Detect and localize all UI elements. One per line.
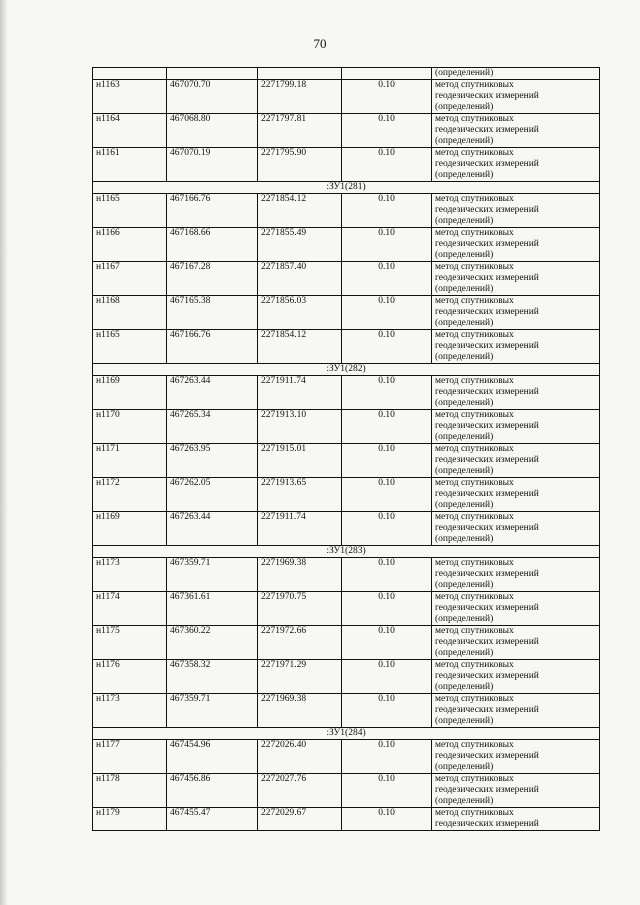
method-line: геодезических измерений [435, 307, 539, 317]
method-line: (определений) [435, 318, 494, 328]
method-cell [432, 626, 600, 660]
x-coordinate-cell: 467360.22 [167, 626, 258, 660]
section-title: :ЗУ1(283) [93, 546, 600, 558]
method-line: метод спутниковых [435, 148, 514, 158]
method-line: геодезических измерений [435, 273, 539, 283]
method-line: метод спутниковых [435, 694, 514, 704]
point-name-cell: н1168 [93, 296, 167, 330]
method-line: метод спутниковых [435, 592, 514, 602]
method-line: (определений) [435, 762, 494, 772]
table-row [93, 444, 600, 478]
table-row [93, 660, 600, 694]
x-coordinate-cell: 467167.28 [167, 262, 258, 296]
point-name-cell: н1176 [93, 660, 167, 694]
y-coordinate-cell: 2271799.18 [258, 80, 342, 114]
method-line: геодезических измерений [435, 603, 539, 613]
y-coordinate-cell: 2271970.75 [258, 592, 342, 626]
x-coordinate-cell: 467265.34 [167, 410, 258, 444]
y-coordinate-cell: 2271855.49 [258, 228, 342, 262]
y-coordinate-cell: 2271915.01 [258, 444, 342, 478]
method-cell [432, 228, 600, 262]
method-cell [432, 478, 600, 512]
section-title: :ЗУ1(284) [93, 728, 600, 740]
y-coordinate-cell: 2271972.66 [258, 626, 342, 660]
y-coordinate-cell: 2271969.38 [258, 558, 342, 592]
y-coordinate-cell: 2271854.12 [258, 330, 342, 364]
table-row [93, 114, 600, 148]
method-line: (определений) [435, 136, 494, 146]
method-line: (определений) [435, 432, 494, 442]
point-name-cell: н1165 [93, 330, 167, 364]
method-line: метод спутниковых [435, 808, 514, 818]
point-name-cell: н1166 [93, 228, 167, 262]
method-line: (определений) [435, 284, 494, 294]
accuracy-cell: 0.10 [342, 558, 432, 592]
point-name-cell: н1164 [93, 114, 167, 148]
table-row [93, 808, 600, 831]
method-line: метод спутниковых [435, 194, 514, 204]
method-cell: (определений) [432, 68, 600, 80]
method-line: геодезических измерений [435, 159, 539, 169]
table-row [93, 228, 600, 262]
accuracy-cell: 0.10 [342, 694, 432, 728]
method-line: метод спутниковых [435, 376, 514, 386]
point-name-cell: н1167 [93, 262, 167, 296]
accuracy-cell: 0.10 [342, 740, 432, 774]
accuracy-cell: 0.10 [342, 114, 432, 148]
table-row [93, 478, 600, 512]
y-coordinate-cell: 2271854.12 [258, 194, 342, 228]
point-name-cell: н1163 [93, 80, 167, 114]
x-coordinate-cell: 467070.70 [167, 80, 258, 114]
y-coordinate-cell: 2271857.40 [258, 262, 342, 296]
scan-edge-shadow [0, 0, 8, 905]
x-coordinate-cell: 467168.66 [167, 228, 258, 262]
table-row [93, 194, 600, 228]
point-name-cell: н1175 [93, 626, 167, 660]
x-coordinate-cell: 467454.96 [167, 740, 258, 774]
method-line: геодезических измерений [435, 421, 539, 431]
section-title: :ЗУ1(282) [93, 364, 600, 376]
x-coordinate-cell: 467359.71 [167, 558, 258, 592]
point-name-cell: н1172 [93, 478, 167, 512]
y-coordinate-cell: 2271795.90 [258, 148, 342, 182]
page-number: 70 [313, 36, 327, 51]
y-coordinate-cell: 2271797.81 [258, 114, 342, 148]
section-header-row [93, 728, 600, 740]
accuracy-cell: 0.10 [342, 262, 432, 296]
method-line: геодезических измерений [435, 387, 539, 397]
method-line: (определений) [435, 534, 494, 544]
method-cell [432, 592, 600, 626]
method-cell [432, 774, 600, 808]
y-coordinate-cell: 2271911.74 [258, 512, 342, 546]
method-line: метод спутниковых [435, 512, 514, 522]
x-coordinate-cell: 467455.47 [167, 808, 258, 831]
table-row [93, 376, 600, 410]
point-name-cell: н1178 [93, 774, 167, 808]
point-name-cell: н1179 [93, 808, 167, 831]
accuracy-cell: 0.10 [342, 444, 432, 478]
y-coordinate-cell: 2272026.40 [258, 740, 342, 774]
method-line: геодезических измерений [435, 489, 539, 499]
point-name-cell: н1171 [93, 444, 167, 478]
method-line: (определений) [435, 796, 494, 806]
accuracy-cell: 0.10 [342, 626, 432, 660]
accuracy-cell: 0.10 [342, 808, 432, 831]
method-line: метод спутниковых [435, 262, 514, 272]
y-coordinate-cell: 2271969.38 [258, 694, 342, 728]
method-line: (определений) [435, 250, 494, 260]
table-row [93, 592, 600, 626]
x-coordinate-cell: 467358.32 [167, 660, 258, 694]
method-line: (определений) [435, 170, 494, 180]
x-coordinate-cell: 467263.95 [167, 444, 258, 478]
method-cell [432, 80, 600, 114]
y-coordinate-cell: 2271913.10 [258, 410, 342, 444]
y-coordinate-cell: 2271913.65 [258, 478, 342, 512]
method-cell [432, 148, 600, 182]
method-line: геодезических измерений [435, 671, 539, 681]
x-coordinate-cell: 467361.61 [167, 592, 258, 626]
name-cell [93, 68, 167, 80]
method-cell [432, 808, 600, 831]
table-row [93, 330, 600, 364]
method-line: метод спутниковых [435, 660, 514, 670]
point-name-cell: н1161 [93, 148, 167, 182]
table-row [93, 694, 600, 728]
method-cell [432, 114, 600, 148]
accuracy-cell: 0.10 [342, 80, 432, 114]
method-line: (определений) [435, 682, 494, 692]
method-line: геодезических измерений [435, 705, 539, 715]
table-row [93, 740, 600, 774]
accuracy-cell: 0.10 [342, 410, 432, 444]
table-row [93, 148, 600, 182]
section-title: :ЗУ1(281) [93, 182, 600, 194]
method-line: метод спутниковых [435, 774, 514, 784]
method-line: (определений) [435, 398, 494, 408]
accuracy-cell [342, 68, 432, 80]
method-line: метод спутниковых [435, 410, 514, 420]
method-line: метод спутниковых [435, 80, 514, 90]
accuracy-cell: 0.10 [342, 592, 432, 626]
method-line: (определений) [435, 466, 494, 476]
method-line: метод спутниковых [435, 626, 514, 636]
section-header-row [93, 182, 600, 194]
accuracy-cell: 0.10 [342, 512, 432, 546]
y-cell [258, 68, 342, 80]
accuracy-cell: 0.10 [342, 148, 432, 182]
method-line: метод спутниковых [435, 296, 514, 306]
method-cell [432, 694, 600, 728]
x-coordinate-cell: 467070.19 [167, 148, 258, 182]
method-cell [432, 410, 600, 444]
accuracy-cell: 0.10 [342, 330, 432, 364]
x-coordinate-cell: 467359.71 [167, 694, 258, 728]
method-line: метод спутниковых [435, 330, 514, 340]
coordinates-table [92, 67, 600, 831]
method-line: (определений) [435, 102, 494, 112]
x-cell [167, 68, 258, 80]
accuracy-cell: 0.10 [342, 774, 432, 808]
method-line: геодезических измерений [435, 819, 539, 829]
point-name-cell: н1173 [93, 558, 167, 592]
method-line: геодезических измерений [435, 637, 539, 647]
method-line: метод спутниковых [435, 740, 514, 750]
method-line: (определений) [435, 648, 494, 658]
x-coordinate-cell: 467263.44 [167, 512, 258, 546]
coordinates-table-body [93, 68, 600, 831]
continuation-row [93, 68, 600, 80]
x-coordinate-cell: 467263.44 [167, 376, 258, 410]
method-line: (определений) [435, 500, 494, 510]
x-coordinate-cell: 467165.38 [167, 296, 258, 330]
method-line: метод спутниковых [435, 558, 514, 568]
method-cell [432, 444, 600, 478]
method-line: геодезических измерений [435, 523, 539, 533]
table-row [93, 626, 600, 660]
method-cell [432, 194, 600, 228]
y-coordinate-cell: 2272027.76 [258, 774, 342, 808]
accuracy-cell: 0.10 [342, 228, 432, 262]
x-coordinate-cell: 467068.80 [167, 114, 258, 148]
method-line: геодезических измерений [435, 785, 539, 795]
method-cell [432, 330, 600, 364]
point-name-cell: н1174 [93, 592, 167, 626]
x-coordinate-cell: 467262.05 [167, 478, 258, 512]
method-line: (определений) [435, 580, 494, 590]
table-row [93, 512, 600, 546]
accuracy-cell: 0.10 [342, 296, 432, 330]
point-name-cell: н1173 [93, 694, 167, 728]
method-line: геодезических измерений [435, 569, 539, 579]
method-cell [432, 740, 600, 774]
x-coordinate-cell: 467166.76 [167, 194, 258, 228]
point-name-cell: н1170 [93, 410, 167, 444]
method-line: метод спутниковых [435, 444, 514, 454]
y-coordinate-cell: 2271971.29 [258, 660, 342, 694]
method-cell [432, 262, 600, 296]
x-coordinate-cell: 467166.76 [167, 330, 258, 364]
y-coordinate-cell: 2271856.03 [258, 296, 342, 330]
accuracy-cell: 0.10 [342, 660, 432, 694]
y-coordinate-cell: 2272029.67 [258, 808, 342, 831]
method-cell [432, 558, 600, 592]
method-line: геодезических измерений [435, 341, 539, 351]
table-row [93, 80, 600, 114]
method-line: (определений) [435, 716, 494, 726]
method-line: геодезических измерений [435, 455, 539, 465]
method-line: геодезических измерений [435, 125, 539, 135]
table-row [93, 296, 600, 330]
point-name-cell: н1169 [93, 376, 167, 410]
accuracy-cell: 0.10 [342, 478, 432, 512]
section-header-row [93, 546, 600, 558]
method-line: метод спутниковых [435, 478, 514, 488]
table-row [93, 410, 600, 444]
y-coordinate-cell: 2271911.74 [258, 376, 342, 410]
point-name-cell: н1169 [93, 512, 167, 546]
method-line: метод спутниковых [435, 114, 514, 124]
method-line: геодезических измерений [435, 205, 539, 215]
method-cell [432, 660, 600, 694]
point-name-cell: н1165 [93, 194, 167, 228]
method-line: геодезических измерений [435, 751, 539, 761]
accuracy-cell: 0.10 [342, 194, 432, 228]
table-row [93, 774, 600, 808]
table-row [93, 558, 600, 592]
point-name-cell: н1177 [93, 740, 167, 774]
method-line: геодезических измерений [435, 91, 539, 101]
method-cell [432, 512, 600, 546]
method-cell [432, 376, 600, 410]
x-coordinate-cell: 467456.86 [167, 774, 258, 808]
method-line: метод спутниковых [435, 228, 514, 238]
method-line: (определений) [435, 352, 494, 362]
method-line: геодезических измерений [435, 239, 539, 249]
method-line: (определений) [435, 216, 494, 226]
method-cell [432, 296, 600, 330]
accuracy-cell: 0.10 [342, 376, 432, 410]
section-header-row [93, 364, 600, 376]
table-row [93, 262, 600, 296]
method-line: (определений) [435, 614, 494, 624]
